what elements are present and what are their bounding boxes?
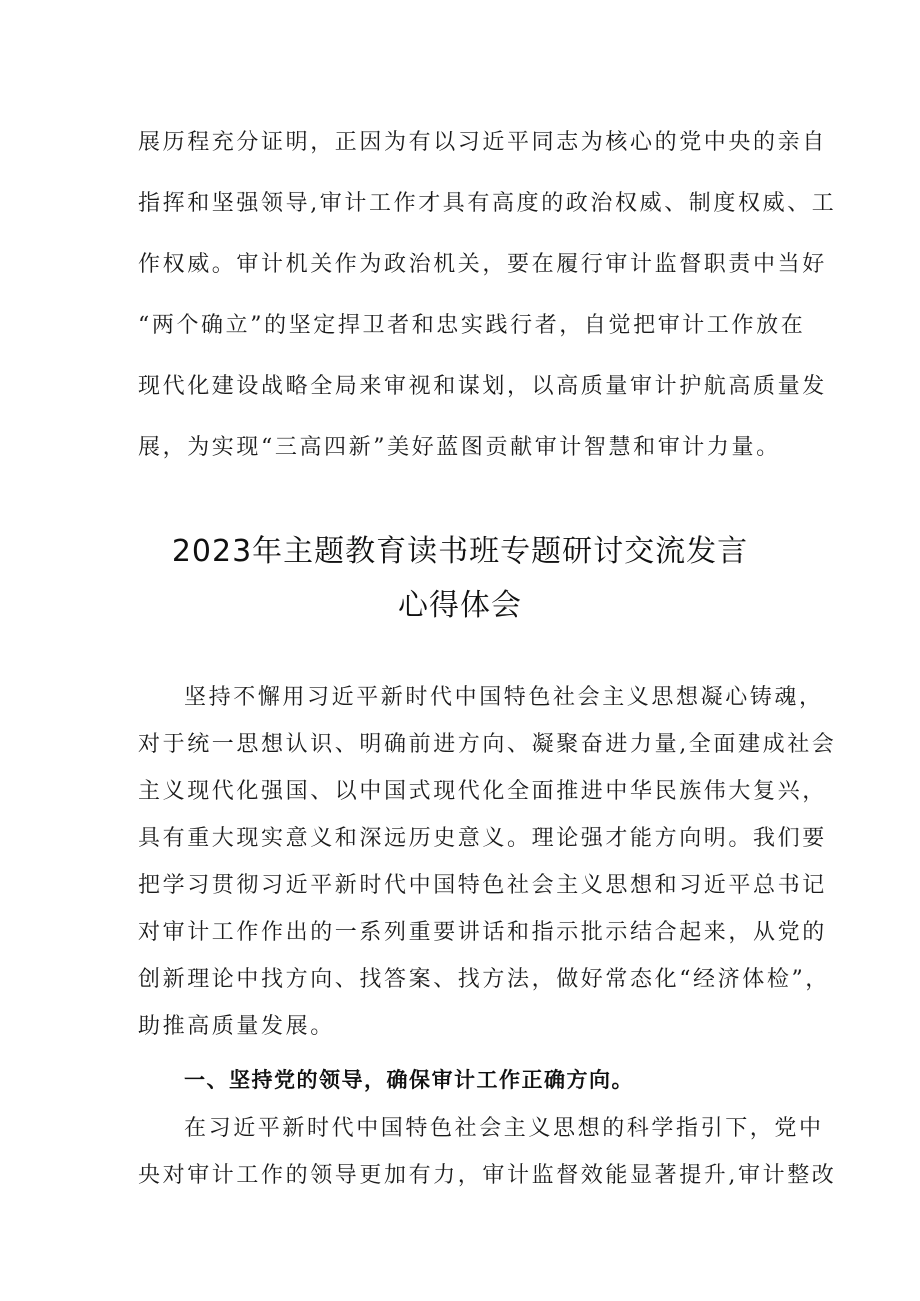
- paragraph-line: 现代化建设战略全局来审视和谋划，以高质量审计护航高质量发: [138, 374, 827, 399]
- paragraph-line: 指挥和坚强领导,审计工作才具有高度的政治权威、制度权威、工: [138, 191, 837, 216]
- article-title-line-1: 2023年主题教育读书班专题研讨交流发言: [171, 534, 749, 569]
- paragraph-line: 对审计工作作出的一系列重要讲话和指示批示结合起来，从党的: [138, 920, 827, 945]
- paragraph-line: “两个确立”的坚定捍卫者和忠实践行者，自觉把审计工作放在: [138, 313, 806, 338]
- paragraph-line: 对于统一思想认识、明确前进方向、凝聚奋进力量,全面建成社会: [138, 732, 837, 757]
- paragraph-line: 在习近平新时代中国特色社会主义思想的科学指引下，党中: [184, 1116, 824, 1141]
- paragraph-line: 创新理论中找方向、找答案、找方法，做好常态化“经济体检”，: [138, 967, 830, 992]
- paragraph-line: 坚持不懈用习近平新时代中国特色社会主义思想凝心铸魂，: [184, 685, 824, 710]
- section-heading: 一、坚持党的领导，确保审计工作正确方向。: [184, 1068, 634, 1092]
- paragraph-line: 展，为实现“三高四新”美好蓝图贡献审计智慧和审计力量。: [138, 435, 781, 460]
- paragraph-line: 作权威。审计机关作为政治机关，要在履行审计监督职责中当好: [138, 252, 827, 277]
- paragraph-line: 展历程充分证明，正因为有以习近平同志为核心的党中央的亲自: [138, 130, 827, 155]
- paragraph-line: 把学习贯彻习近平新时代中国特色社会主义思想和习近平总书记: [138, 873, 827, 898]
- paragraph-line: 央对审计工作的领导更加有力，审计监督效能显著提升,审计整改: [138, 1163, 837, 1188]
- article-title-line-2: 心得体会: [398, 588, 522, 623]
- paragraph-line: 具有重大现实意义和深远历史意义。理论强才能方向明。我们要: [138, 826, 827, 851]
- paragraph-line: 助推高质量发展。: [138, 1014, 335, 1039]
- paragraph-line: 主义现代化强国、以中国式现代化全面推进中华民族伟大复兴，: [138, 779, 827, 804]
